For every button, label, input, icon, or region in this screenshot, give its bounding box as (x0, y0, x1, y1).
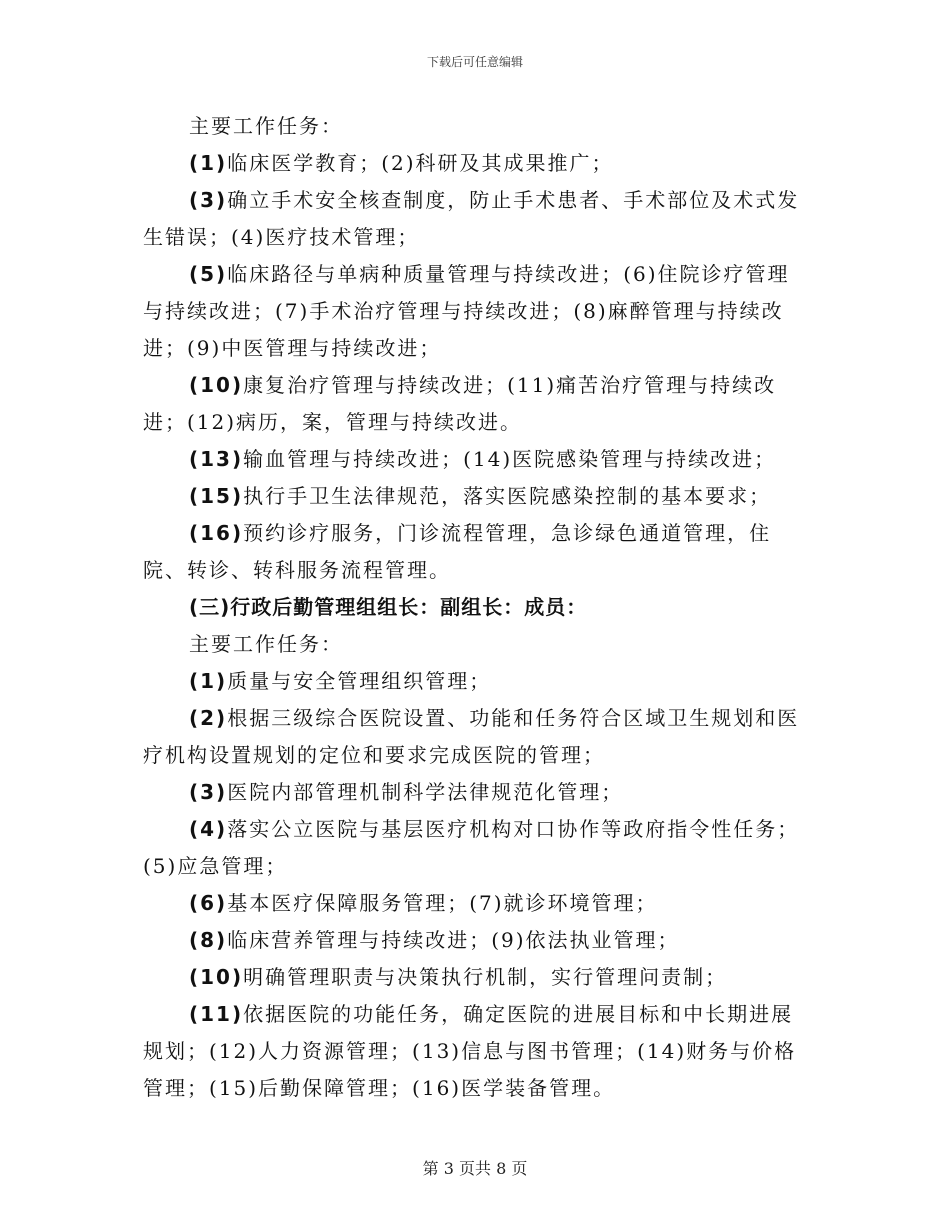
section-heading: (三)行政后勤管理组组长：副组长：成员： (189, 595, 588, 619)
paragraph: (1)临床医学教育；(2)科研及其成果推广； (189, 151, 614, 175)
paragraph: (16)预约诊疗服务，门诊流程管理，急诊绿色通道管理，住院、转诊、转科服务流程管理。 (143, 521, 772, 582)
paragraph: (13)输血管理与持续改进；(14)医院感染管理与持续改进； (189, 447, 777, 471)
paragraph: (6)基本医疗保障服务管理；(7)就诊环境管理； (189, 891, 658, 915)
paragraph: (8)临床营养管理与持续改进；(9)依法执业管理； (189, 928, 680, 952)
paragraph: (2)根据三级综合医院设置、功能和任务符合区域卫生规划和医疗机构设置规划的定位和要求完成医院的管理； (143, 706, 800, 767)
paragraph: (5)临床路径与单病种质量管理与持续改进；(6)住院诊疗管理与持续改进；(7)手术治疗管理与持续改进；(8)麻醉管理与持续改进；(9)中医管理与持续改进； (143, 262, 790, 360)
page-header: 下载后可任意编辑 (426, 55, 523, 69)
paragraph: (4)落实公立医院与基层医疗机构对口协作等政府指令性任务；(5)应急管理； (143, 817, 800, 878)
paragraph: (1)质量与安全管理组织管理； (189, 669, 492, 693)
paragraph: (11)依据医院的功能任务，确定医院的进展目标和中长期进展规划；(12)人力资源管理；(13)信息与图书管理；(14)财务与价格管理；(15)后勤保障管理；(16)医学装备管理。 (143, 1002, 797, 1100)
paragraph: (10)明确管理职责与决策执行机制，实行管理问责制； (189, 965, 728, 989)
paragraph: (15)执行手卫生法律规范，落实医院感染控制的基本要求； (189, 484, 772, 508)
paragraph: (3)医院内部管理机制科学法律规范化管理； (189, 780, 624, 804)
paragraph: (3)确立手术安全核查制度，防止手术患者、手术部位及术式发生错误；(4)医疗技术管理； (143, 188, 800, 249)
page-footer: 第 3 页共 8 页 (422, 1159, 528, 1178)
paragraph: 主要工作任务： (189, 632, 343, 656)
paragraph: 主要工作任务： (189, 114, 343, 138)
document-body (143, 108, 811, 1107)
paragraph: (10)康复治疗管理与持续改进；(11)痛苦治疗管理与持续改进；(12)病历，案，管理与持续改进。 (143, 373, 777, 434)
